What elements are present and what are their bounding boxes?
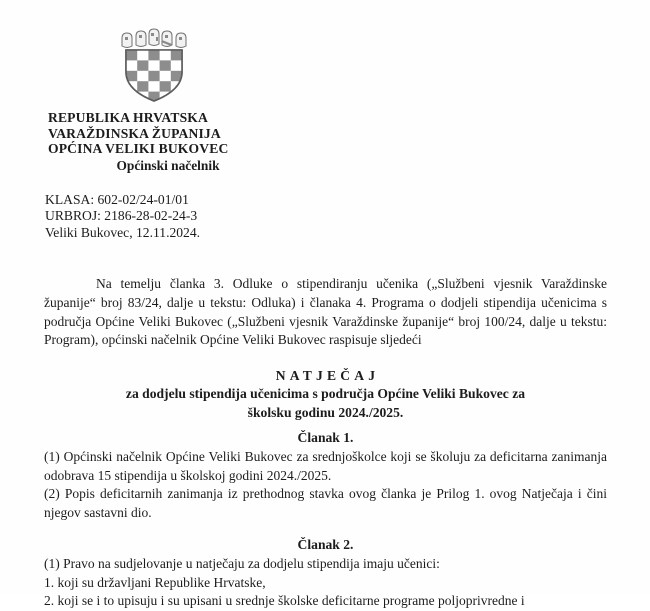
document-title-block [44,366,607,422]
klasa-number: KLASA: 602-02/24-01/01 [45,192,189,207]
article-2-item-2: 2. koji se i to upisuju i su upisani u srednje školske deficitarne programe poljoprivredne i [44,593,525,609]
article-2-item-1: 1. koji su državljani Republike Hrvatske, [44,574,266,590]
header-line-county: VARAŽDINSKA ŽUPANIJA [48,125,221,141]
page-subtitle-line-1: za dodjelu stipendija učenicima s područja Općine Veliki Bukovec za [125,386,526,401]
header-office-title: Općinski načelnik [116,157,220,173]
page-title: NATJEČAJ [275,368,380,383]
croatian-coat-of-arms-icon [118,28,190,104]
article-2-heading: Članak 2. [297,537,354,552]
header-line-municipality: OPĆINA VELIKI BUKOVEC [48,141,229,157]
reference-block [45,192,375,241]
article-section-1 [44,428,607,522]
urbroj-number: URBROJ: 2186-28-02-24-3 [45,208,198,224]
article-1-heading: Članak 1. [297,430,354,445]
place-and-date: Veliki Bukovec, 12.11.2024. [45,224,201,240]
header-line-country: REPUBLIKA HRVATSKA [48,110,208,125]
legal-basis-paragraph: Na temelju članka 3. Odluke o stipendiranju učenika („Službeni vjesnik Varaždinske županije“ broj 83/24, dalje u tekstu: Odluka) i članaka 4. Programa o dodjeli stipendija učenicima s područja Općine Veliki Bukovec („Službeni vjesnik Varaždinske županije“ broj 100/24, dalje u tekstu: Program), općinski načelnik Općine Veliki Bukovec raspisuje sljedeći [44,276,607,348]
article-1-paragraph-1: (1) Općinski načelnik Općine Veliki Bukovec za srednjoškolce koji se školuju za deficitarna zanimanja odobrava 15 stipendija u školskoj godini 2024./2025. [44,449,607,483]
article-section-2 [44,535,607,611]
article-1-paragraph-2: (2) Popis deficitarnih zanimanja iz prethodnog stavka ovog članka je Prilog 1. ovog Natječaja i čini njegov sastavni dio. [44,486,607,520]
page-subtitle-line-2: školsku godinu 2024./2025. [247,404,404,420]
institution-header [48,110,296,174]
article-2-paragraph-1: (1) Pravo na sudjelovanje u natječaju za dodjelu stipendija imaju učenici: [44,556,440,571]
